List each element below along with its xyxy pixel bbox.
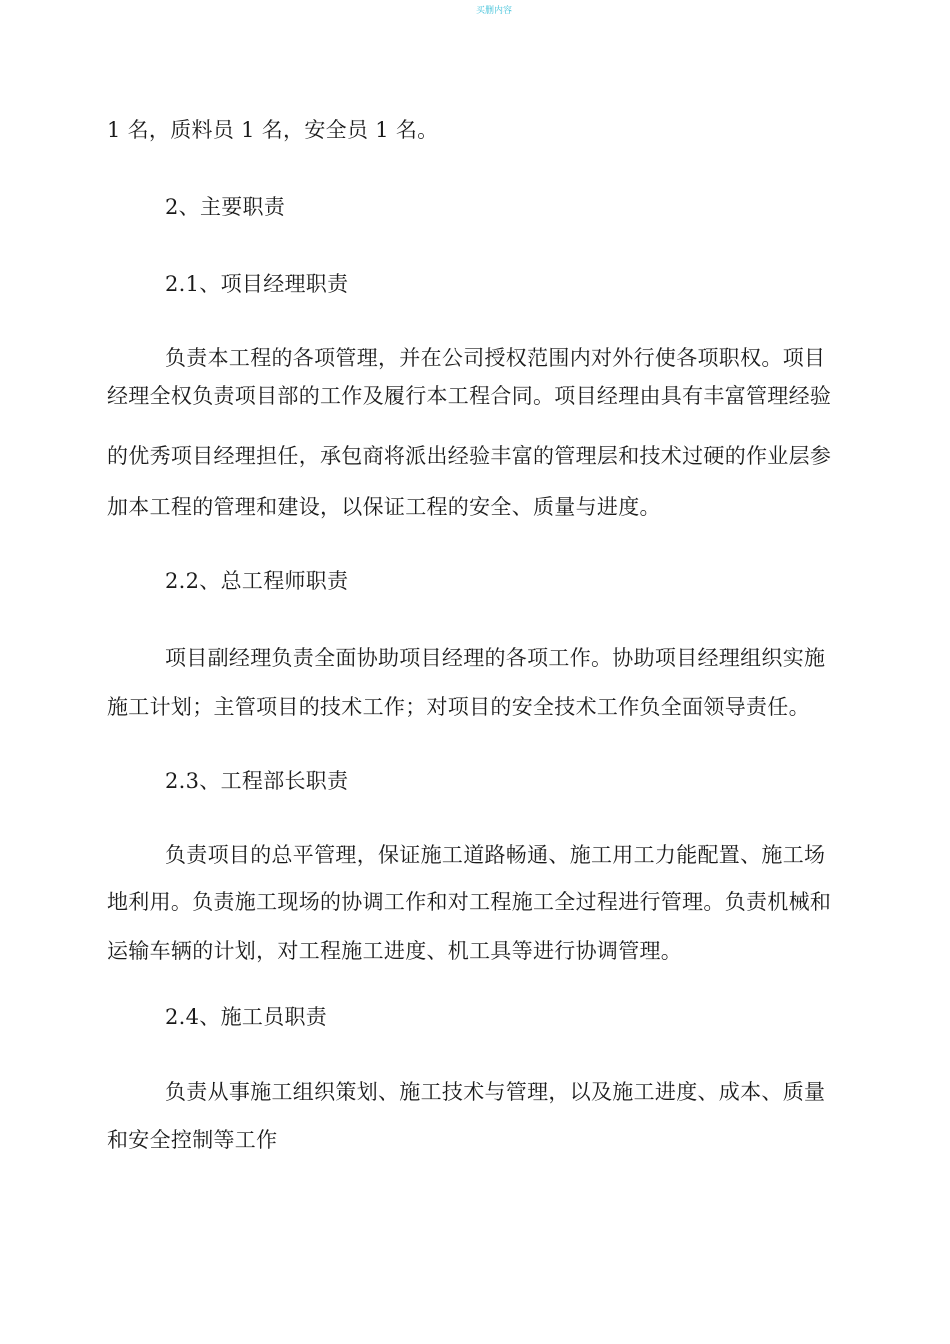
section-heading-main-duties: 2、主要职责: [165, 195, 286, 219]
paragraph-line: 和安全控制等工作: [107, 1128, 278, 1152]
paragraph-line: 加本工程的管理和建设，以保证工程的安全、质量与进度。: [107, 495, 661, 519]
paragraph-line: 项目副经理负责全面协助项目经理的各项工作。协助项目经理组织实施: [165, 646, 826, 670]
paragraph-line: 经理全权负责项目部的工作及履行本工程合同。项目经理由具有丰富管理经验: [107, 384, 832, 408]
paragraph-line: 施工计划；主管项目的技术工作；对项目的安全技术工作负全面领导责任。: [107, 695, 810, 719]
paragraph-line: 负责从事施工组织策划、施工技术与管理，以及施工进度、成本、质量: [165, 1080, 826, 1104]
watermark-text: 买删内容: [476, 6, 513, 16]
paragraph-line: 地利用。负责施工现场的协调工作和对工程施工全过程进行管理。负责机械和: [107, 890, 832, 914]
subheading-chief-engineer: 2.2、总工程师职责: [165, 569, 349, 593]
text-line-staff-count: 1 名，质料员 1 名，安全员 1 名。: [107, 118, 439, 142]
subheading-project-manager: 2.1、项目经理职责: [165, 272, 349, 296]
subheading-engineering-head: 2.3、工程部长职责: [165, 769, 349, 793]
paragraph-line: 负责本工程的各项管理，并在公司授权范围内对外行使各项职权。项目: [165, 346, 826, 370]
subheading-site-supervisor: 2.4、施工员职责: [165, 1005, 328, 1029]
paragraph-line: 负责项目的总平管理，保证施工道路畅通、施工用工力能配置、施工场: [165, 843, 826, 867]
paragraph-line: 的优秀项目经理担任，承包商将派出经验丰富的管理层和技术过硬的作业层参: [107, 444, 832, 468]
paragraph-line: 运输车辆的计划，对工程施工进度、机工具等进行协调管理。: [107, 939, 683, 963]
